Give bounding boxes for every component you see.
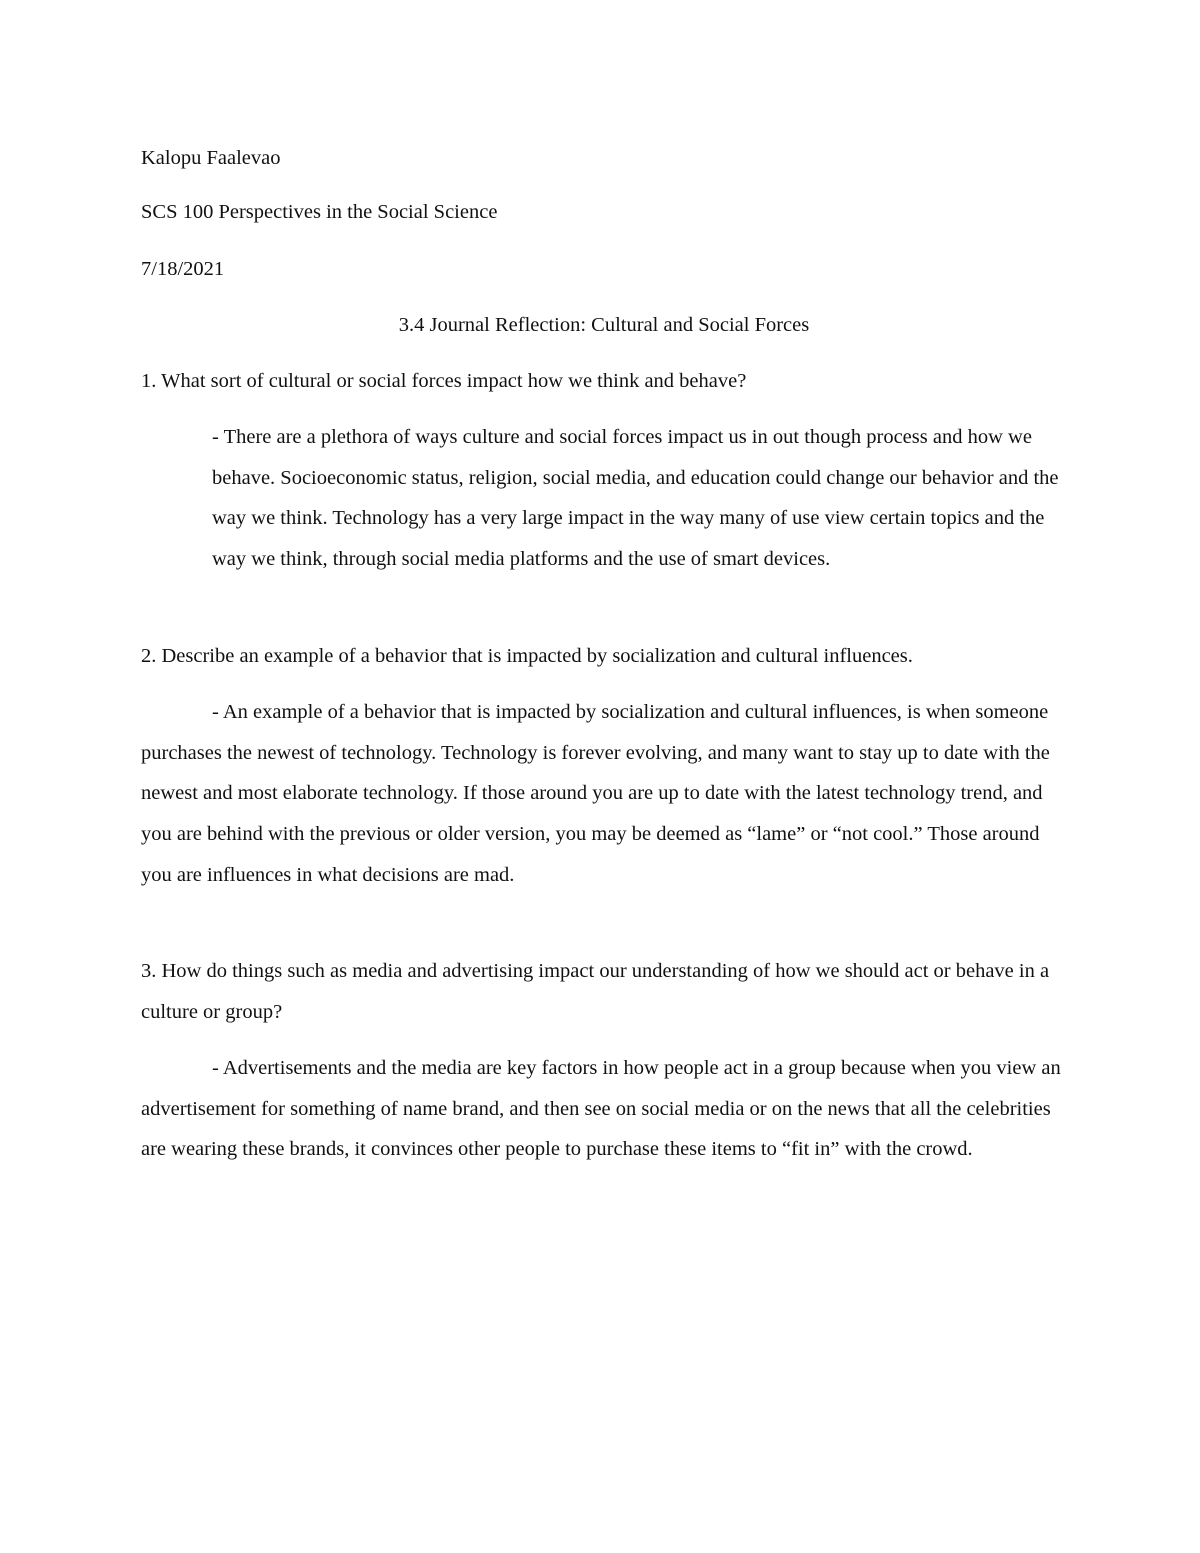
document-title: 3.4 Journal Reflection: Cultural and Social Forces <box>398 314 810 336</box>
author-name: Kalopu Faalevao <box>141 147 281 169</box>
answer-3: - Advertisements and the media are key factors in how people act in a group because when you view an advertisement for something of name brand, and then see on social media or on the news that all the celebrities are wearing these brands, it convinces other people to purchase these items to “fit in” with the crowd. <box>141 1057 1061 1161</box>
question-3: 3. How do things such as media and advertising impact our understanding of how we should act or behave in a culture or group? <box>141 960 1050 1023</box>
answer-1: - There are a plethora of ways culture and social forces impact us in out though process and how we behave. Socioeconomic status, religion, social media, and education could change our behavior and the way we think. Technology has a very large impact in the way many of use view certain topics and the way we think, through social media platforms and the use of smart devices. <box>212 426 1059 571</box>
question-1: 1. What sort of cultural or social forces impact how we think and behave? <box>141 370 747 392</box>
course-title: SCS 100 Perspectives in the Social Science <box>141 201 498 223</box>
date: 7/18/2021 <box>141 258 225 280</box>
answer-2: - An example of a behavior that is impacted by socialization and cultural influences, is when someone purchases the newest of technology. Technology is forever evolving, and many want to stay up to date with the newest and most elaborate technology. If those around you are up to date with the latest technology trend, and you are behind with the previous or older version, you may be deemed as “lame” or “not cool.” Those around you are influences in what decisions are mad. <box>141 701 1050 886</box>
question-2: 2. Describe an example of a behavior that is impacted by socialization and cultural influences. <box>141 645 913 667</box>
